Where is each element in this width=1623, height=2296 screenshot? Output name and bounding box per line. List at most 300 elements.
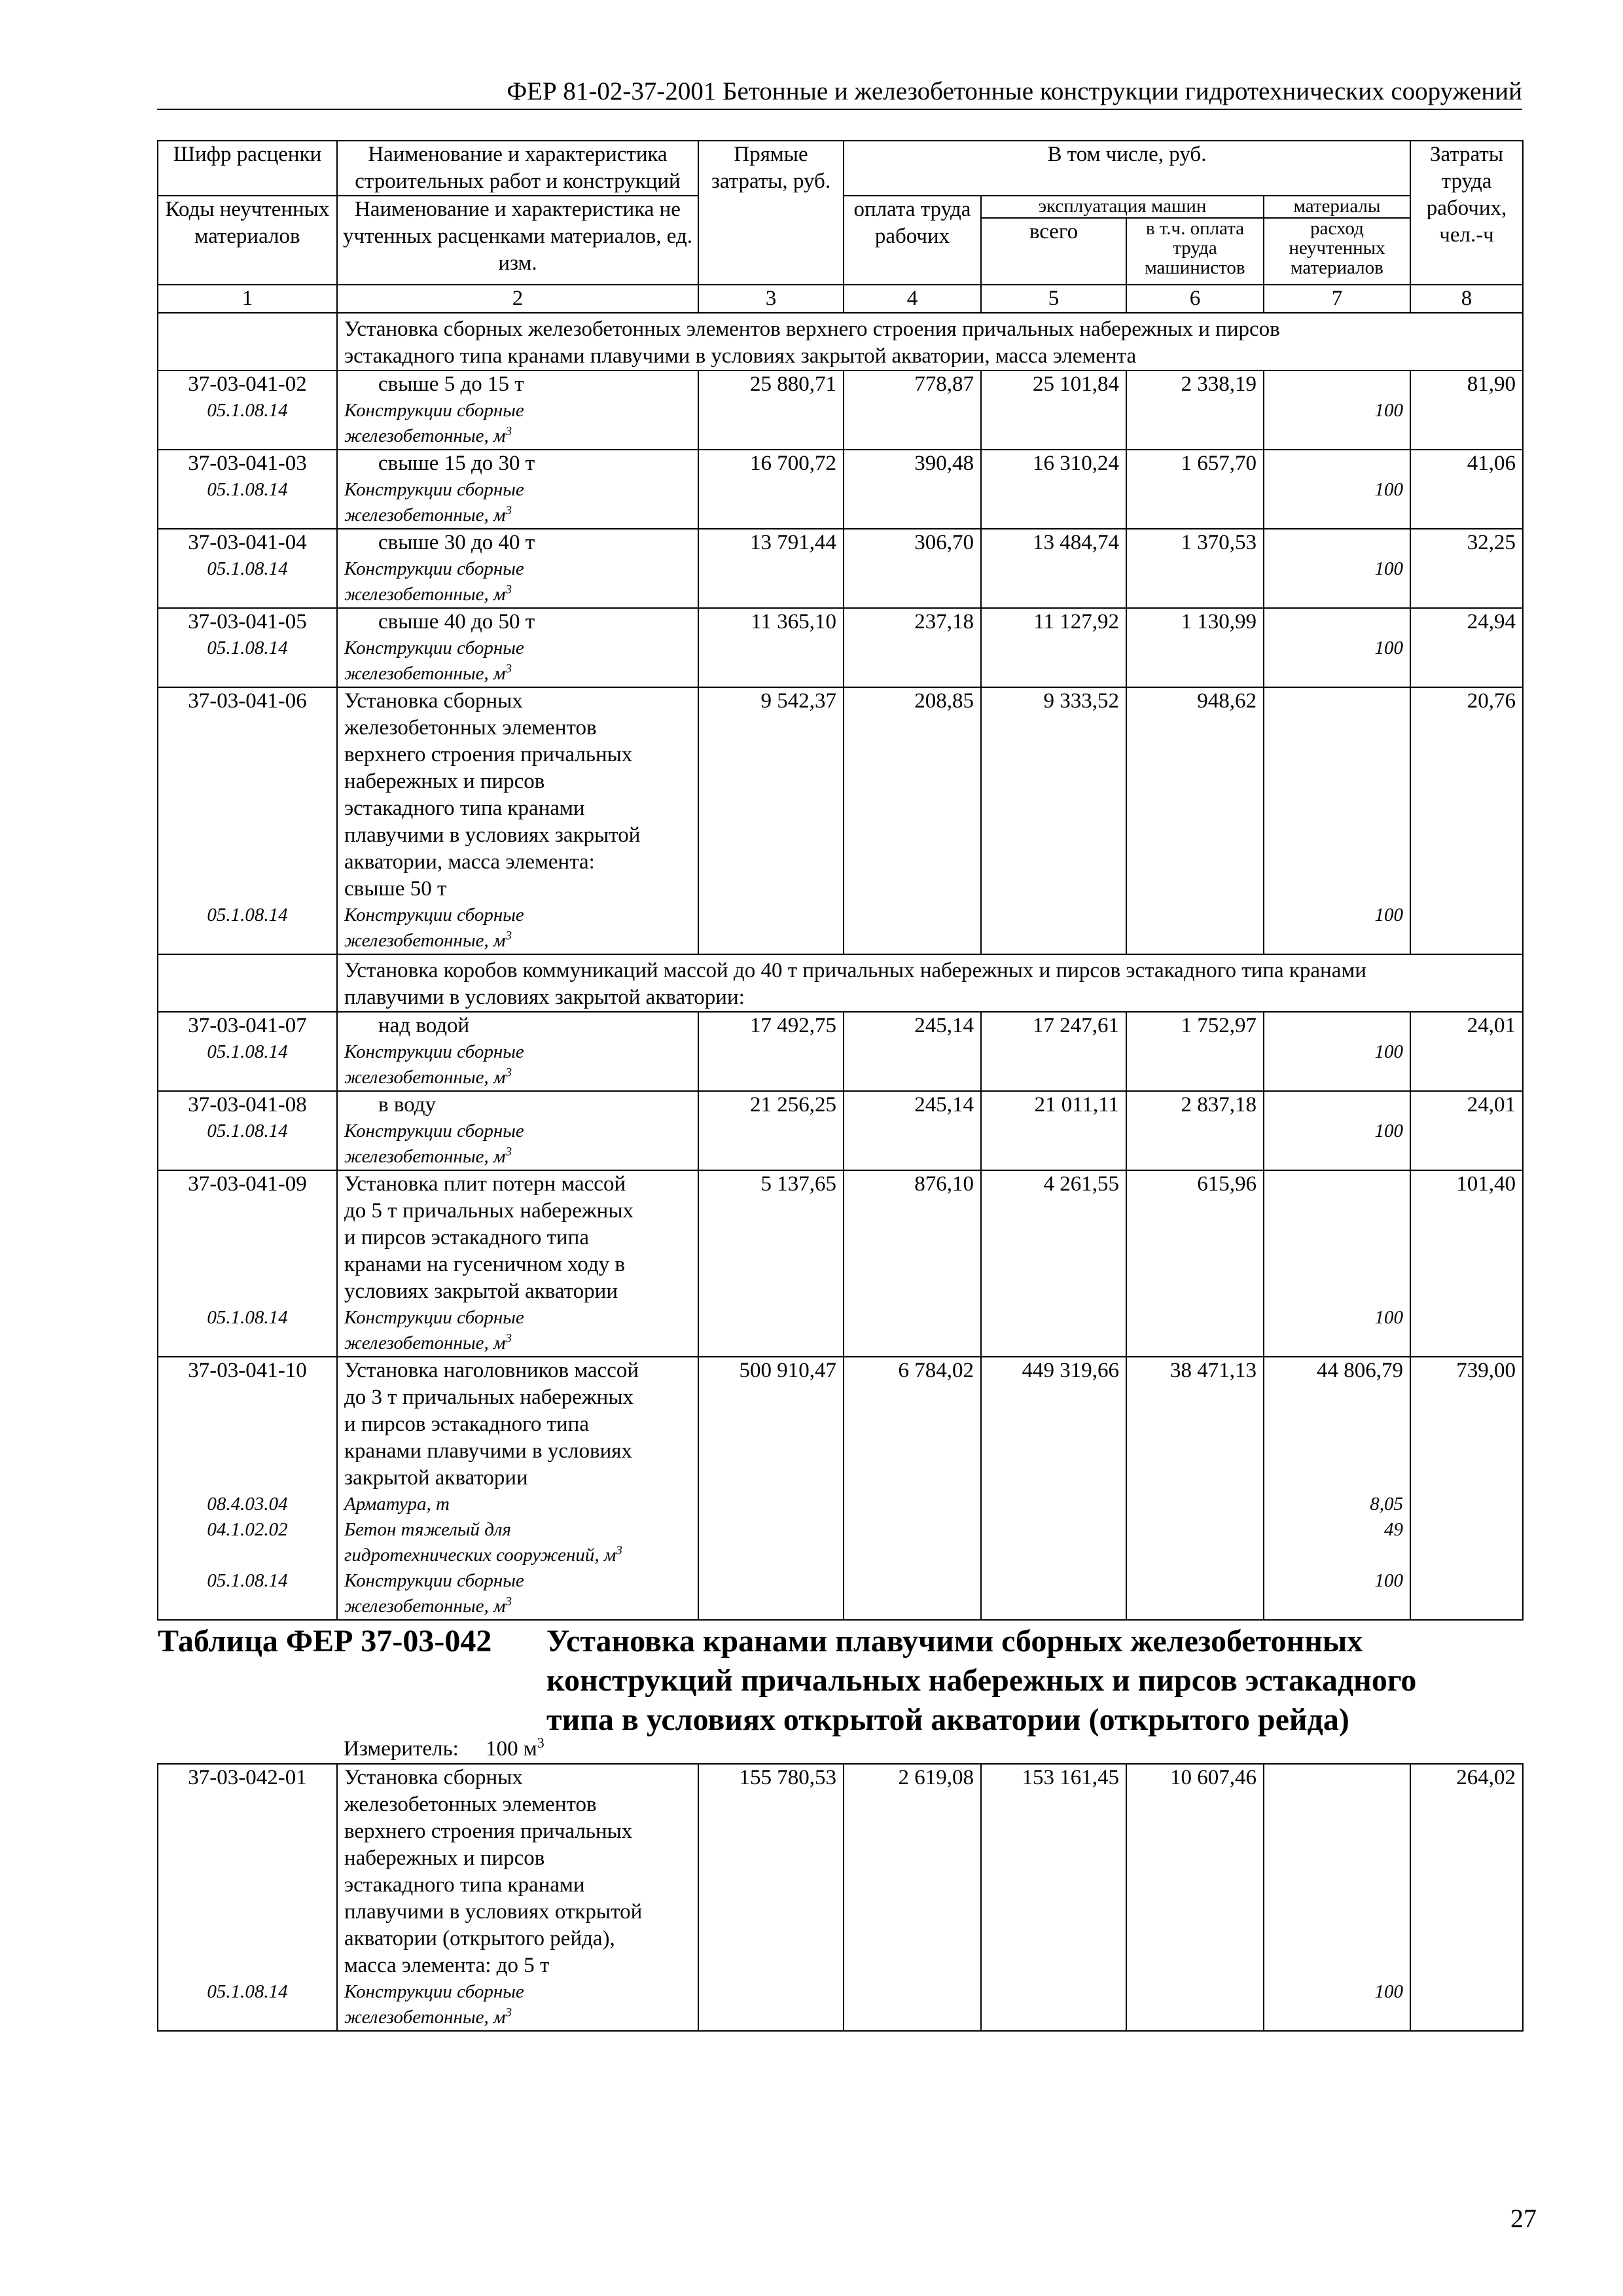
machine-cost-cell: [981, 687, 1126, 954]
material-name-text: Бетон тяжелый для: [344, 1519, 512, 1540]
material-name: [344, 1568, 698, 1594]
unit-exponent: 3: [505, 583, 512, 597]
materials-cost: [1264, 371, 1403, 398]
material-code: 08.4.03.04: [207, 1494, 288, 1515]
labor-hours: 41,06: [1467, 452, 1516, 475]
header-vsego: всего: [981, 218, 1126, 285]
rate-description-line: свыше 30 до 40 т: [378, 531, 535, 554]
header-shifr: Шифр расценки: [158, 141, 337, 196]
materials-cost-cell: [1264, 529, 1410, 608]
material-name-text: Конструкции сборные: [344, 905, 524, 925]
code-cell: [158, 1170, 337, 1357]
material-name: [344, 1119, 698, 1144]
machinist-labor-cost-cell: [1126, 1091, 1264, 1170]
material-name: [344, 1305, 698, 1331]
machine-cost-cell: [981, 450, 1126, 529]
material-name: [344, 1144, 698, 1170]
material-name-text: гидротехнических сооружений, м: [344, 1545, 616, 1566]
measure-value: 100 м: [486, 1737, 537, 1761]
direct-cost: 11 365,10: [751, 610, 836, 634]
materials-cost: [1264, 1092, 1403, 1119]
running-head-rule: [157, 109, 1522, 110]
table-title-line: конструкций причальных набережных и пирсов эстакадного: [546, 1663, 1417, 1698]
rate-description-line: в воду: [378, 1093, 437, 1117]
table-title-line: Установка кранами плавучими сборных железобетонных: [546, 1624, 1363, 1659]
page-number: 27: [1510, 2204, 1537, 2233]
table-row: [158, 608, 1523, 687]
rate-description-line: над водой: [378, 1014, 470, 1037]
machine-cost-cell: [981, 1764, 1126, 2031]
table-042-title-row: [158, 1620, 1523, 1764]
material-name-text: железобетонные, м: [344, 505, 506, 526]
materials-cost-cell: [1264, 450, 1410, 529]
col-num: 5: [981, 285, 1126, 313]
material-name: [344, 1594, 698, 1619]
unit-exponent: 3: [616, 1543, 622, 1558]
material-name: [344, 1517, 698, 1543]
table-label: Таблица ФЕР 37-03-042: [158, 1624, 492, 1659]
material-name: [344, 1039, 698, 1065]
col-num: 6: [1126, 285, 1264, 313]
header-naim1: Наименование и характеристика строительных работ и конструкций: [337, 141, 698, 196]
code-cell: [158, 450, 337, 529]
section-blank-cell: [158, 954, 337, 1012]
labor-cost: 778,87: [914, 372, 974, 396]
rate-description-line: и пирсов эстакадного типа: [344, 1412, 589, 1436]
direct-cost: 16 700,72: [750, 452, 836, 475]
rate-description-line: набережных и пирсов: [344, 770, 545, 793]
description-cell: [337, 687, 698, 954]
machinist-labor-cost: 615,96: [1197, 1172, 1257, 1196]
material-name: [344, 582, 698, 607]
materials-cost: [1264, 609, 1403, 636]
material-name: [344, 1492, 698, 1517]
rate-description-line: плавучими в условиях закрытой: [344, 823, 641, 847]
rate-description-line: плавучими в условиях открытой: [344, 1900, 643, 1924]
section-heading-line: эстакадного типа кранами плавучими в условиях закрытой акватории, масса элемента: [344, 344, 1137, 368]
section-blank-cell: [158, 313, 337, 370]
rate-description-line: закрытой акватории: [344, 1466, 528, 1490]
table-row: [158, 687, 1523, 954]
unit-exponent: 3: [505, 424, 512, 439]
machinist-labor-cost-cell: [1126, 529, 1264, 608]
direct-cost-cell: [698, 370, 844, 450]
material-name-text: железобетонные, м: [344, 2007, 506, 2028]
direct-cost: 17 492,75: [750, 1014, 836, 1037]
col-num: 1: [158, 285, 337, 313]
description-cell: [337, 1012, 698, 1091]
machinist-labor-cost-cell: [1126, 370, 1264, 450]
section-heading-line: Установка коробов коммуникаций массой до 40 т причальных набережных и пирсов эстакадного типа кранами: [344, 959, 1366, 982]
unit-exponent: 3: [505, 1066, 512, 1080]
material-name-text: железобетонные, м: [344, 1596, 506, 1617]
col-num: 3: [698, 285, 844, 313]
material-code: 05.1.08.14: [207, 1307, 288, 1328]
section-heading: [337, 954, 1523, 1012]
table-row: [158, 1170, 1523, 1357]
material-name-text: Конструкции сборные: [344, 1570, 524, 1591]
material-name-text: Конструкции сборные: [344, 400, 524, 421]
header-rashod: расход неучтенных материалов: [1264, 218, 1410, 285]
direct-cost-cell: [698, 450, 844, 529]
material-code: 05.1.08.14: [207, 1121, 288, 1141]
rate-description-line: Установка плит потерн массой: [344, 1172, 626, 1196]
machinist-labor-cost: 1 657,70: [1181, 452, 1257, 475]
labor-hours-cell: [1410, 1012, 1523, 1091]
rate-code: 37-03-041-03: [188, 452, 307, 475]
rate-description-line: Установка сборных: [344, 1766, 523, 1789]
header-pryamye: Прямые затраты, руб.: [698, 141, 844, 285]
material-name: [344, 928, 698, 954]
materials-cost-cell: [1264, 1357, 1410, 1620]
measure: [344, 1736, 544, 1762]
labor-cost: 245,14: [914, 1014, 974, 1037]
material-name: [344, 556, 698, 582]
labor-hours: 264,02: [1456, 1766, 1516, 1789]
rate-description-line: эстакадного типа кранами: [344, 797, 585, 820]
material-qty: 49: [1384, 1519, 1404, 1540]
labor-cost-cell: [844, 450, 981, 529]
material-name: [344, 1065, 698, 1090]
materials-cost-cell: [1264, 687, 1410, 954]
code-cell: [158, 1091, 337, 1170]
material-name: [344, 1979, 698, 2005]
labor-hours: 81,90: [1467, 372, 1516, 396]
rate-code: 37-03-042-01: [188, 1766, 307, 1789]
description-cell: [337, 370, 698, 450]
machinist-labor-cost: 948,62: [1197, 689, 1257, 713]
material-code: 05.1.08.14: [207, 905, 288, 925]
table-row: [158, 1764, 1523, 2031]
direct-cost: 500 910,47: [739, 1359, 836, 1382]
description-cell: [337, 450, 698, 529]
materials-cost: [1264, 1013, 1403, 1039]
direct-cost-cell: [698, 1764, 844, 2031]
machinist-labor-cost-cell: [1126, 1170, 1264, 1357]
header-kody: Коды неучтенных материалов: [158, 196, 337, 285]
machinist-labor-cost: 1 752,97: [1181, 1014, 1257, 1037]
table-title-block: [546, 1622, 1416, 1740]
material-name: [344, 423, 698, 449]
labor-cost: 237,18: [914, 610, 974, 634]
rate-description-line: свыше 5 до 15 т: [378, 372, 524, 396]
labor-hours-cell: [1410, 687, 1523, 954]
material-qty: 100: [1374, 905, 1404, 925]
labor-hours: 101,40: [1456, 1172, 1516, 1196]
code-cell: [158, 687, 337, 954]
table-title-line: типа в условиях открытой акватории (открытого рейда): [546, 1702, 1349, 1737]
machine-cost: 25 101,84: [1033, 372, 1119, 396]
material-name: [344, 2005, 698, 2030]
material-qty: 100: [1374, 1121, 1404, 1141]
col-num: 7: [1264, 285, 1410, 313]
rate-description-line: Установка наголовников массой: [344, 1359, 639, 1382]
material-name: [344, 398, 698, 423]
unit-exponent: 3: [505, 1145, 512, 1159]
rate-description-line: до 5 т причальных набережных: [344, 1199, 634, 1223]
machine-cost-cell: [981, 608, 1126, 687]
direct-cost-cell: [698, 1170, 844, 1357]
rate-description-line: и пирсов эстакадного типа: [344, 1226, 589, 1249]
material-code: 05.1.08.14: [207, 637, 288, 658]
col-num: 2: [337, 285, 698, 313]
col-num: 8: [1410, 285, 1523, 313]
direct-cost: 5 137,65: [760, 1172, 836, 1196]
material-code: 04.1.02.02: [207, 1519, 288, 1540]
labor-hours-cell: [1410, 529, 1523, 608]
material-name-text: железобетонные, м: [344, 1146, 506, 1167]
description-cell: [337, 608, 698, 687]
machine-cost: 4 261,55: [1043, 1172, 1119, 1196]
materials-cost-cell: [1264, 1091, 1410, 1170]
labor-hours-cell: [1410, 1357, 1523, 1620]
header-v-tom: В том числе, руб.: [844, 141, 1410, 196]
unit-exponent: 3: [505, 1331, 512, 1346]
direct-cost: 25 880,71: [750, 372, 836, 396]
material-name-text: железобетонные, м: [344, 1333, 506, 1354]
material-name-text: Конструкции сборные: [344, 1041, 524, 1062]
header-zatraty: Затраты труда рабочих, чел.-ч: [1410, 141, 1523, 285]
rate-description-line: эстакадного типа кранами: [344, 1873, 585, 1897]
machine-cost: 13 484,74: [1033, 531, 1119, 554]
machine-cost-cell: [981, 1012, 1126, 1091]
machinist-labor-cost-cell: [1126, 608, 1264, 687]
labor-hours-cell: [1410, 370, 1523, 450]
rate-code: 37-03-041-07: [188, 1014, 307, 1037]
materials-cost-cell: [1264, 1170, 1410, 1357]
direct-cost-cell: [698, 1091, 844, 1170]
direct-cost: 155 780,53: [739, 1766, 836, 1789]
machine-cost: 9 333,52: [1043, 689, 1119, 713]
material-qty: 100: [1374, 1570, 1404, 1591]
material-qty: 8,05: [1370, 1494, 1404, 1515]
section-heading: [337, 313, 1523, 370]
rate-description-line: свыше 50 т: [344, 877, 447, 901]
machine-cost: 11 127,92: [1033, 610, 1119, 634]
table-row: [158, 1091, 1523, 1170]
unit-exponent: 3: [505, 503, 512, 518]
material-qty: 100: [1374, 1041, 1404, 1062]
rate-code: 37-03-041-10: [188, 1359, 307, 1382]
material-code: 05.1.08.14: [207, 479, 288, 500]
direct-cost-cell: [698, 1357, 844, 1620]
machinist-labor-cost-cell: [1126, 1764, 1264, 2031]
machinist-labor-cost: 38 471,13: [1170, 1359, 1257, 1382]
machinist-labor-cost-cell: [1126, 687, 1264, 954]
labor-hours: 32,25: [1467, 531, 1516, 554]
header-naim2: Наименование и характеристика не учтенных расценками материалов, ед. изм.: [337, 196, 698, 285]
materials-cost-cell: [1264, 1764, 1410, 2031]
code-cell: [158, 1012, 337, 1091]
machine-cost-cell: [981, 1170, 1126, 1357]
labor-hours-cell: [1410, 1764, 1523, 2031]
labor-cost: 876,10: [914, 1172, 974, 1196]
rate-code: 37-03-041-09: [188, 1172, 307, 1196]
material-name-text: железобетонные, м: [344, 1067, 506, 1088]
material-name-text: железобетонные, м: [344, 663, 506, 684]
machinist-labor-cost: 2 837,18: [1181, 1093, 1257, 1117]
rate-description-line: кранами плавучими в условиях: [344, 1439, 632, 1463]
measure-exponent: 3: [537, 1734, 544, 1751]
machinist-labor-cost-cell: [1126, 1357, 1264, 1620]
labor-hours-cell: [1410, 1170, 1523, 1357]
materials-cost: [1264, 529, 1403, 556]
machinist-labor-cost-cell: [1126, 1012, 1264, 1091]
material-name: [344, 503, 698, 528]
rate-description-line: набережных и пирсов: [344, 1846, 545, 1870]
rate-description-line: до 3 т причальных набережных: [344, 1386, 634, 1409]
direct-cost: 21 256,25: [750, 1093, 836, 1117]
machine-cost: 16 310,24: [1033, 452, 1119, 475]
materials-cost-cell: [1264, 370, 1410, 450]
code-cell: [158, 1764, 337, 2031]
table-row: [158, 370, 1523, 450]
rate-description-line: акватории, масса элемента:: [344, 850, 595, 874]
material-name: [344, 477, 698, 503]
materials-cost: 44 806,79: [1317, 1359, 1404, 1382]
material-qty: 100: [1374, 479, 1404, 500]
labor-cost-cell: [844, 370, 981, 450]
labor-cost: 306,70: [914, 531, 974, 554]
rate-description-line: масса элемента: до 5 т: [344, 1954, 550, 1977]
description-cell: [337, 1357, 698, 1620]
rate-description-line: железобетонных элементов: [344, 716, 597, 740]
rate-description-line: Установка сборных: [344, 689, 523, 713]
table-042-title: [158, 1620, 1523, 1764]
table-row: [158, 529, 1523, 608]
material-code: 05.1.08.14: [207, 1041, 288, 1062]
labor-cost-cell: [844, 1357, 981, 1620]
unit-exponent: 3: [505, 1594, 512, 1609]
rate-code: 37-03-041-02: [188, 372, 307, 396]
rate-description-line: акватории (открытого рейда),: [344, 1927, 615, 1950]
labor-cost-cell: [844, 1170, 981, 1357]
rate-description-line: верхнего строения причальных: [344, 1820, 633, 1843]
code-cell: [158, 608, 337, 687]
materials-cost-cell: [1264, 608, 1410, 687]
labor-cost-cell: [844, 1091, 981, 1170]
rate-code: 37-03-041-06: [188, 689, 307, 713]
labor-cost: 6 784,02: [898, 1359, 974, 1382]
section-heading-line: плавучими в условиях закрытой акватории:: [344, 986, 745, 1009]
material-name-text: Арматура, т: [344, 1494, 450, 1515]
material-name: [344, 636, 698, 661]
labor-cost-cell: [844, 529, 981, 608]
unit-exponent: 3: [505, 929, 512, 943]
material-name: [344, 1543, 698, 1568]
material-name-text: Конструкции сборные: [344, 558, 524, 579]
direct-cost: 13 791,44: [750, 531, 836, 554]
description-cell: [337, 1091, 698, 1170]
material-name: [344, 1331, 698, 1356]
material-name-text: железобетонные, м: [344, 425, 506, 446]
material-code: 05.1.08.14: [207, 400, 288, 421]
material-qty: 100: [1374, 1307, 1404, 1328]
rate-description-line: условиях закрытой акватории: [344, 1280, 618, 1303]
machinist-labor-cost: 1 130,99: [1181, 610, 1257, 634]
labor-hours: 24,94: [1467, 610, 1516, 634]
description-cell: [337, 529, 698, 608]
labor-cost: 245,14: [914, 1093, 974, 1117]
rate-description-line: свыше 15 до 30 т: [378, 452, 535, 475]
rate-description-line: железобетонных элементов: [344, 1793, 597, 1816]
labor-hours: 739,00: [1456, 1359, 1516, 1382]
machinist-labor-cost: 10 607,46: [1170, 1766, 1257, 1789]
table-row: [158, 1357, 1523, 1620]
machine-cost: 153 161,45: [1022, 1766, 1119, 1789]
table-row: [158, 450, 1523, 529]
direct-cost-cell: [698, 687, 844, 954]
material-name-text: Конструкции сборные: [344, 479, 524, 500]
material-name-text: Конструкции сборные: [344, 1307, 524, 1328]
labor-cost: 208,85: [914, 689, 974, 713]
rates-table: [157, 140, 1524, 2032]
header-oplata: оплата труда рабочих: [844, 196, 981, 285]
direct-cost: 9 542,37: [760, 689, 836, 713]
machine-cost-cell: [981, 529, 1126, 608]
machine-cost-cell: [981, 1091, 1126, 1170]
machine-cost: 17 247,61: [1033, 1014, 1119, 1037]
labor-hours-cell: [1410, 608, 1523, 687]
material-name-text: Конструкции сборные: [344, 637, 524, 658]
code-cell: [158, 370, 337, 450]
material-qty: 100: [1374, 637, 1404, 658]
description-cell: [337, 1170, 698, 1357]
rate-description-line: верхнего строения причальных: [344, 743, 633, 766]
labor-hours-cell: [1410, 1091, 1523, 1170]
labor-hours-cell: [1410, 450, 1523, 529]
material-name: [344, 903, 698, 928]
material-qty: 100: [1374, 1981, 1404, 2002]
materials-cost: [1264, 1765, 1403, 1791]
machinist-labor-cost: 1 370,53: [1181, 531, 1257, 554]
measure-label: Измеритель:: [344, 1737, 459, 1761]
machinist-labor-cost-cell: [1126, 450, 1264, 529]
material-code: 05.1.08.14: [207, 1570, 288, 1591]
machine-cost-cell: [981, 370, 1126, 450]
labor-cost-cell: [844, 687, 981, 954]
machine-cost: 449 319,66: [1022, 1359, 1119, 1382]
direct-cost-cell: [698, 608, 844, 687]
rate-code: 37-03-041-04: [188, 531, 307, 554]
materials-cost: [1264, 450, 1403, 477]
rate-description-line: кранами на гусеничном ходу в: [344, 1253, 626, 1276]
description-cell: [337, 1764, 698, 2031]
header-materialy: материалы: [1264, 196, 1410, 218]
labor-cost: 390,48: [914, 452, 974, 475]
col-num: 4: [844, 285, 981, 313]
machine-cost-cell: [981, 1357, 1126, 1620]
materials-cost: [1264, 688, 1403, 715]
header-vtch: в т.ч. оплата труда машинистов: [1126, 218, 1264, 285]
code-cell: [158, 529, 337, 608]
header-ekspl: эксплуатация машин: [981, 196, 1264, 218]
direct-cost-cell: [698, 1012, 844, 1091]
labor-cost: 2 619,08: [898, 1766, 974, 1789]
materials-cost-cell: [1264, 1012, 1410, 1091]
material-qty: 100: [1374, 558, 1404, 579]
labor-cost-cell: [844, 1764, 981, 2031]
material-name-text: Конструкции сборные: [344, 1121, 524, 1141]
running-head: ФЕР 81-02-37-2001 Бетонные и железобетонные конструкции гидротехнических сооружений: [507, 77, 1522, 105]
machine-cost: 21 011,11: [1034, 1093, 1119, 1117]
machinist-labor-cost: 2 338,19: [1181, 372, 1257, 396]
labor-hours: 20,76: [1467, 689, 1516, 713]
direct-cost-cell: [698, 529, 844, 608]
rate-code: 37-03-041-08: [188, 1093, 307, 1117]
section-heading-line: Установка сборных железобетонных элементов верхнего строения причальных набережных и пирсов: [344, 317, 1280, 341]
unit-exponent: 3: [505, 662, 512, 676]
